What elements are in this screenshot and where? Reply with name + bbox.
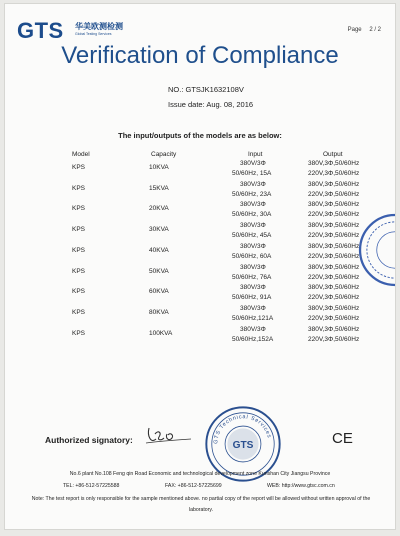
model-cell: KPS	[72, 308, 86, 316]
column-header-model: Model	[72, 151, 90, 158]
input-frequency-current-cell: 50/60Hz, 23A	[232, 190, 272, 198]
footer-note: Note: The test report is only responsible for the sample mentioned above. no partial copy of the report will be allowed without written approval of the laboratory.	[31, 496, 371, 513]
output-380v-cell: 380V,3Φ,50/60Hz	[308, 180, 360, 188]
input-voltage-cell: 380V/3Φ	[240, 180, 266, 188]
ce-mark: CE	[332, 430, 353, 447]
capacity-cell: 100KVA	[149, 329, 173, 337]
output-380v-cell: 380V,3Φ,50/60Hz	[308, 201, 360, 209]
output-380v-cell: 380V,3Φ,50/60Hz	[308, 160, 360, 167]
output-220v-cell: 220V,3Φ,50/60Hz	[308, 273, 360, 281]
output-220v-cell: 220V,3Φ,50/60Hz	[308, 211, 360, 219]
table-row	[5, 181, 395, 201]
table-row	[5, 201, 395, 221]
capacity-cell: 10KVA	[149, 164, 169, 171]
page-value: 2 / 2	[369, 27, 381, 33]
output-380v-cell: 380V,3Φ,50/60Hz	[308, 325, 360, 333]
signature	[145, 422, 193, 446]
capacity-cell: 30KVA	[149, 226, 169, 234]
output-220v-cell: 220V,3Φ,50/60Hz	[308, 232, 360, 240]
column-header-input: Input	[248, 151, 263, 158]
input-voltage-cell: 380V/3Φ	[240, 284, 266, 292]
certificate-page	[4, 3, 396, 530]
input-frequency-current-cell: 50/60Hz,121A	[232, 314, 274, 322]
column-header-output: Output	[323, 151, 343, 158]
partial-stamp	[357, 212, 396, 288]
input-voltage-cell: 380V/3Φ	[240, 160, 266, 167]
capacity-cell: 80KVA	[149, 308, 169, 316]
table-row	[5, 326, 395, 346]
model-cell: KPS	[72, 246, 86, 254]
table-row	[5, 264, 395, 284]
output-380v-cell: 380V,3Φ,50/60Hz	[308, 222, 360, 230]
table-row	[5, 284, 395, 304]
page-number	[342, 27, 381, 33]
table-row	[5, 243, 395, 263]
certificate-number: NO.: GTSJK1632108V	[168, 85, 244, 94]
output-220v-cell: 220V,3Φ,50/60Hz	[308, 170, 360, 177]
seal-ring-text: GTS Technical Services	[213, 414, 273, 445]
input-frequency-current-cell: 50/60Hz, 60A	[232, 252, 272, 260]
capacity-cell: 15KVA	[149, 184, 169, 192]
input-voltage-cell: 380V/3Φ	[240, 242, 266, 250]
table-heading: The input/outputs of the models are as below:	[118, 131, 282, 140]
output-220v-cell: 220V,3Φ,50/60Hz	[308, 335, 360, 343]
input-frequency-current-cell: 50/60Hz,152A	[232, 335, 274, 343]
output-380v-cell: 380V,3Φ,50/60Hz	[308, 242, 360, 250]
input-frequency-current-cell: 50/60Hz, 15A	[232, 170, 272, 177]
input-voltage-cell: 380V/3Φ	[240, 325, 266, 333]
gts-logo: GTS	[17, 18, 64, 43]
output-380v-cell: 380V,3Φ,50/60Hz	[308, 284, 360, 292]
output-220v-cell: 220V,3Φ,50/60Hz	[308, 190, 360, 198]
output-220v-cell: 220V,3Φ,50/60Hz	[308, 252, 360, 260]
model-cell: KPS	[72, 329, 86, 337]
input-voltage-cell: 380V/3Φ	[240, 222, 266, 230]
table-row	[5, 305, 395, 325]
issue-date: Issue date: Aug. 08, 2016	[168, 100, 254, 109]
model-cell: KPS	[72, 184, 86, 192]
capacity-cell: 20KVA	[149, 205, 169, 213]
logo-subtitle: Global Testing Services	[75, 32, 112, 36]
footer-fax: FAX: +86-512-57225699	[165, 483, 222, 489]
column-header-capacity: Capacity	[151, 151, 177, 158]
output-380v-cell: 380V,3Φ,50/60Hz	[308, 263, 360, 271]
output-220v-cell: 220V,3Φ,50/60Hz	[308, 294, 360, 302]
capacity-cell: 40KVA	[149, 246, 169, 254]
model-cell: KPS	[72, 267, 86, 275]
capacity-cell: 60KVA	[149, 288, 169, 296]
document-title: Verification of Compliance	[61, 42, 339, 69]
footer-address: No.6 plant No.108 Feng qin Road Economic and technological development zone Kunshan City Jiangsu Province	[69, 471, 331, 477]
footer-telephone: TEL: +86-512-57225588	[63, 483, 120, 489]
model-cell: KPS	[72, 288, 86, 296]
input-frequency-current-cell: 50/60Hz, 45A	[232, 232, 272, 240]
capacity-cell: 50KVA	[149, 267, 169, 275]
input-frequency-current-cell: 50/60Hz, 30A	[232, 211, 272, 219]
seal-center-text: GTS	[232, 439, 254, 451]
input-voltage-cell: 380V/3Φ	[240, 304, 266, 312]
footer-website[interactable]: WEB: http://www.gtsc.com.cn	[267, 483, 335, 489]
output-220v-cell: 220V,3Φ,50/60Hz	[308, 314, 360, 322]
page-label: Page	[347, 27, 362, 33]
table-row	[5, 160, 395, 180]
authorized-signatory-label: Authorized signatory:	[45, 435, 133, 445]
output-380v-cell: 380V,3Φ,50/60Hz	[308, 304, 360, 312]
logo-chinese-name: 华美欧测检测	[75, 22, 123, 31]
input-voltage-cell: 380V/3Φ	[240, 201, 266, 209]
model-cell: KPS	[72, 164, 86, 171]
model-cell: KPS	[72, 226, 86, 234]
table-row	[5, 222, 395, 242]
input-frequency-current-cell: 50/60Hz, 91A	[232, 294, 272, 302]
input-voltage-cell: 380V/3Φ	[240, 263, 266, 271]
model-cell: KPS	[72, 205, 86, 213]
input-frequency-current-cell: 50/60Hz, 76A	[232, 273, 272, 281]
